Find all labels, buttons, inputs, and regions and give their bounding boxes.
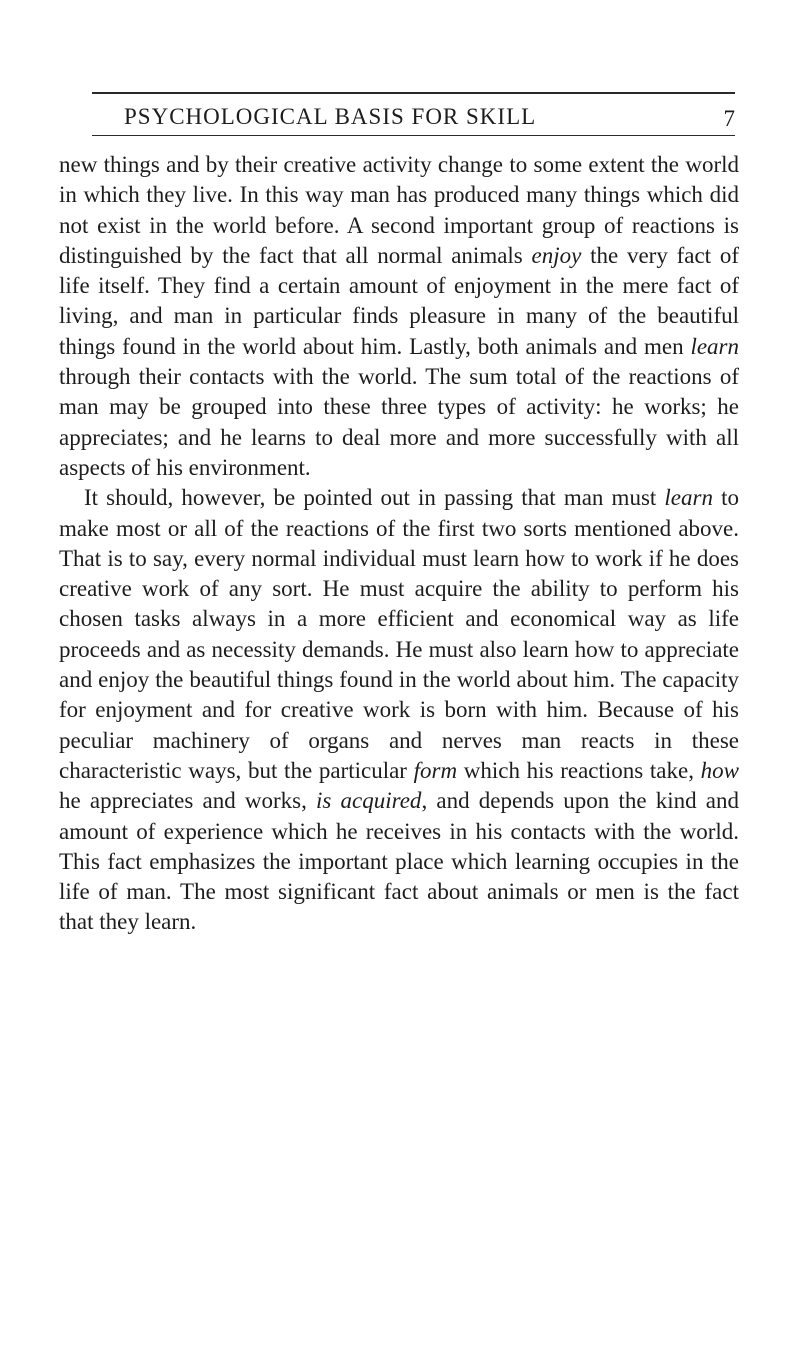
text-span: the very fact of life itself. They find a certain amount of enjoyment in the mere fact of living, and man in particular finds pleasure in many of the beautiful things found in the world about him. Lastly, both animals and men [59, 242, 739, 359]
text-span: , and depends upon the kind and amount of experience which he receives in his contacts with the world. This fact emphasizes the important place which learning occupies in the life of man. The most significant fact about animals or men is the fact that they learn. [59, 788, 739, 935]
text-span: through their contacts with the world. The sum total of the reactions of man may be grouped into these three types of activity: he works; he appreciates; and he learns to deal more and more successfully with all aspects of his environment. [59, 364, 739, 480]
italic-how: how [700, 757, 739, 783]
italic-form: form [413, 757, 458, 783]
header-rule-bottom [92, 135, 735, 136]
page-number: 7 [723, 106, 735, 131]
header-rule-top [92, 92, 735, 94]
running-title: PSYCHOLOGICAL BASIS FOR SKILL [124, 104, 537, 129]
italic-enjoy: enjoy [531, 242, 582, 268]
italic-learn: learn [690, 333, 739, 359]
paragraph-1 [59, 150, 739, 483]
text-span: new things and by their creative activity change to some extent the world in which they live. In this way man has produced many things which did not exist in the world before. A second important group of reactions is distinguished by the fact that all normal animals [59, 152, 739, 268]
text-span: he appreciates and works, [59, 788, 317, 814]
text-span: It should, however, be pointed out in passing that man must [84, 485, 665, 511]
body-text [59, 150, 739, 938]
running-head [92, 92, 735, 140]
paragraph-2 [59, 483, 739, 937]
italic-is-acquired: is acquired [316, 788, 422, 814]
text-span: which his reactions take, [457, 757, 701, 783]
text-span: to make most or all of the reactions of the first two sorts mentioned above. That is to say, every normal individual must learn how to work if he does creative work of any sort. He must acquire the ability to perform his chosen tasks always in a more efficient and economical way as life proceeds and as necessity demands. He must also learn how to appreciate and enjoy the beautiful things found in the world about him. The capacity for enjoyment and for creative work is born with him. Because of his peculiar machinery of organs and nerves man reacts in these characteristic ways, but the particular [59, 485, 740, 783]
italic-learn: learn [664, 485, 713, 511]
